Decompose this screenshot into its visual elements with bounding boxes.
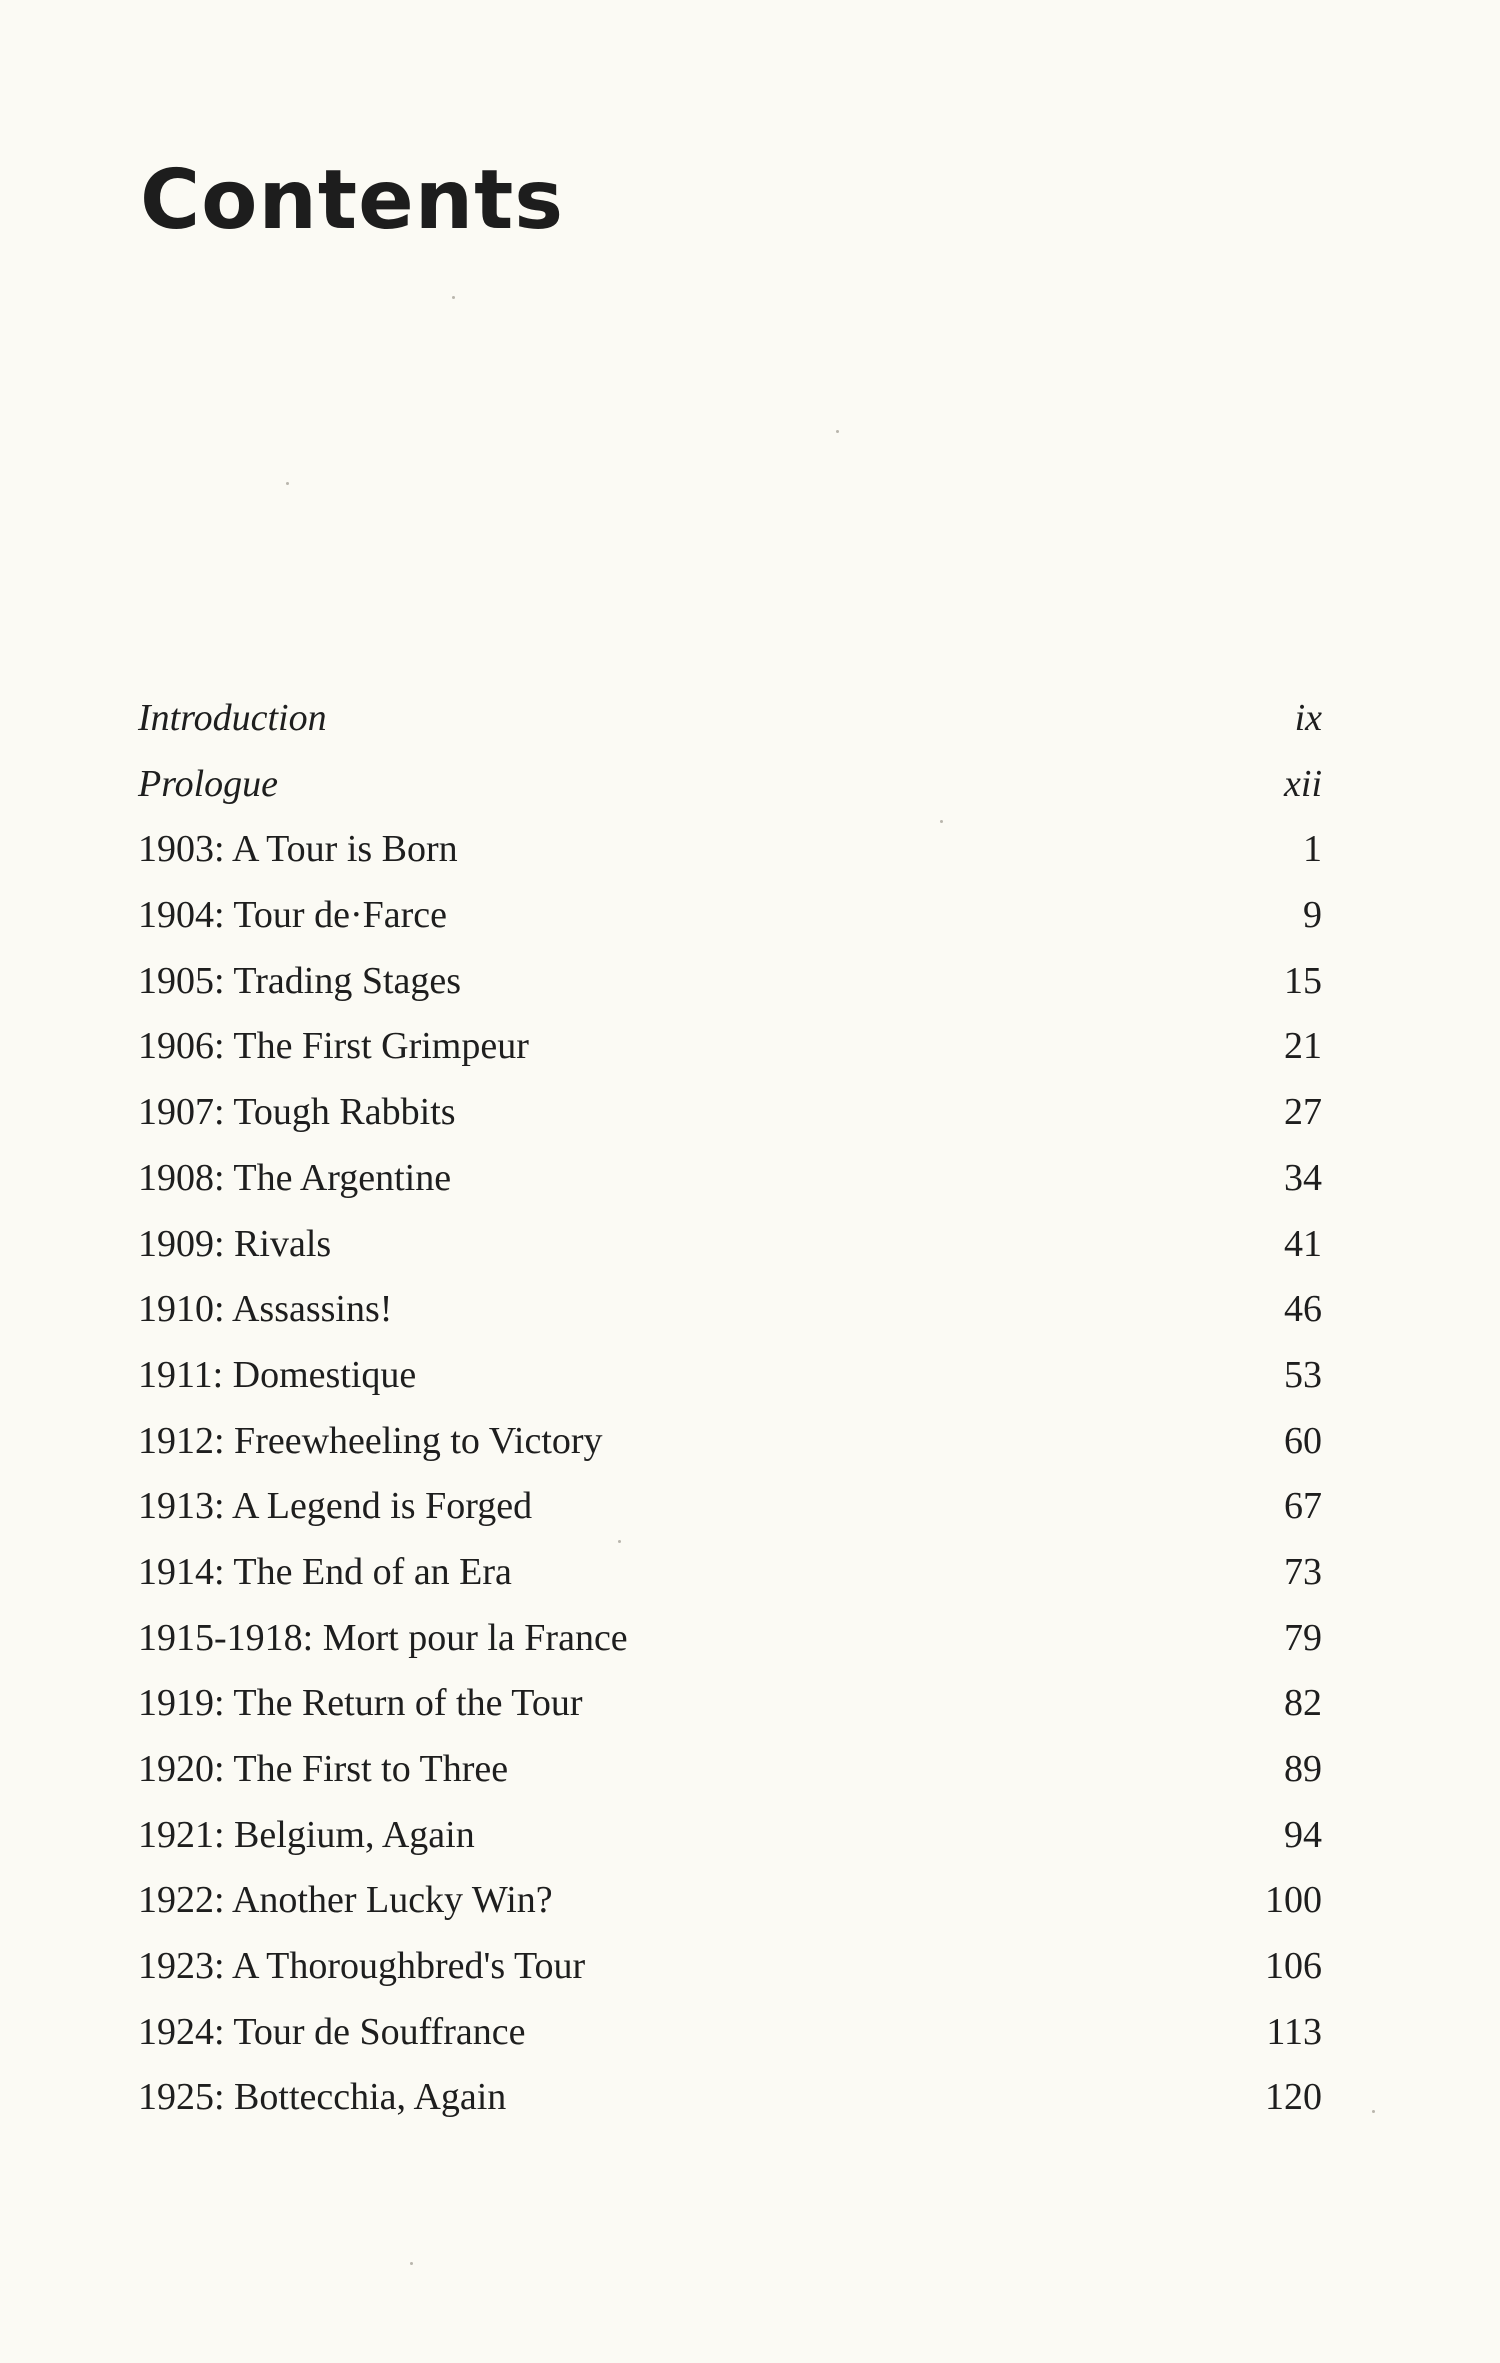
toc-entry-page-number: 79: [1284, 1616, 1322, 1659]
toc-entry: [138, 1277, 1322, 1343]
toc-entry: [138, 1409, 1322, 1475]
toc-entry-title: 1912: Freewheeling to Victory: [138, 1419, 603, 1462]
toc-entry-page-number: 113: [1266, 2010, 1322, 2053]
toc-entry: [138, 1606, 1322, 1672]
toc-entry-title: 1913: A Legend is Forged: [138, 1485, 533, 1528]
toc-entry-page-number: 100: [1265, 1879, 1322, 1922]
paper-speck: [836, 430, 839, 433]
toc-entry: [138, 1934, 1322, 2000]
toc-entry-page-number: 82: [1284, 1682, 1322, 1725]
toc-entry-title: 1924: Tour de Souffrance: [138, 2010, 526, 2053]
paper-speck: [286, 482, 289, 485]
toc-entry-page-number: 73: [1284, 1550, 1322, 1593]
toc-entry-page-number: 15: [1284, 959, 1322, 1002]
toc-entry-page-number: ix: [1294, 697, 1322, 739]
toc-entry: [138, 1014, 1322, 1080]
toc-entry: [138, 686, 1322, 752]
toc-entry: [138, 2065, 1322, 2131]
paper-speck: [940, 820, 943, 823]
toc-entry: [138, 1146, 1322, 1212]
toc-entry: [138, 2000, 1322, 2066]
toc-entry: [138, 1868, 1322, 1934]
toc-entry-title: 1909: Rivals: [138, 1222, 332, 1265]
toc-entry-title: 1919: The Return of the Tour: [138, 1682, 583, 1725]
toc-entry-page-number: xii: [1284, 762, 1322, 805]
toc-entry: [138, 1540, 1322, 1606]
toc-entry-title: 1906: The First Grimpeur: [138, 1025, 529, 1068]
toc-entry: [138, 1212, 1322, 1278]
toc-entry-title: Introduction: [138, 697, 327, 739]
toc-entry: [138, 1737, 1322, 1803]
toc-entry-title: 1908: The Argentine: [138, 1156, 452, 1199]
toc-entry-title: 1925: Bottecchia, Again: [138, 2076, 507, 2119]
toc-entry-title: 1923: A Thoroughbred's Tour: [138, 1945, 586, 1988]
toc-entry-title: 1910: Assassins!: [138, 1288, 393, 1331]
toc-entry-title: 1922: Another Lucky Win?: [138, 1879, 553, 1922]
toc-entry: [138, 883, 1322, 949]
toc-entry: [138, 1671, 1322, 1737]
toc-entry-page-number: 67: [1284, 1485, 1322, 1528]
toc-entry-page-number: 41: [1284, 1222, 1322, 1265]
toc-entry-page-number: 46: [1284, 1288, 1322, 1331]
toc-entry-title: Prologue: [138, 762, 279, 805]
toc-entry-title: 1911: Domestique: [138, 1353, 417, 1396]
toc-entry-title: 1920: The First to Three: [138, 1748, 509, 1790]
toc-entry: [138, 1343, 1322, 1409]
toc-entry-page-number: 1: [1303, 828, 1322, 871]
toc-entry: [138, 1474, 1322, 1540]
toc-entry: [138, 817, 1322, 883]
toc-entry: [138, 1080, 1322, 1146]
toc-entry-page-number: 27: [1284, 1091, 1322, 1134]
toc-entry: [138, 949, 1322, 1015]
toc-entry-title: 1907: Tough Rabbits: [138, 1091, 456, 1134]
table-of-contents: [138, 686, 1322, 2131]
toc-entry-page-number: 89: [1284, 1748, 1322, 1790]
paper-speck: [410, 2262, 413, 2265]
toc-entry-page-number: 106: [1265, 1945, 1322, 1988]
toc-entry-title: 1903: A Tour is Born: [138, 828, 458, 871]
toc-entry-title: 1914: The End of an Era: [138, 1550, 512, 1593]
toc-entry-page-number: 94: [1284, 1813, 1322, 1856]
paper-speck: [1372, 2110, 1375, 2113]
toc-entry-page-number: 60: [1284, 1419, 1322, 1462]
page-title: Contents: [140, 153, 565, 248]
toc-entry-title: 1904: Tour de·Farce: [138, 894, 447, 937]
toc-entry-page-number: 53: [1284, 1353, 1322, 1396]
toc-entry: [138, 752, 1322, 818]
toc-entry-title: 1915-1918: Mort pour la France: [138, 1616, 628, 1659]
paper-speck: [618, 1540, 621, 1543]
toc-entry-page-number: 21: [1284, 1025, 1322, 1068]
toc-entry-title: 1921: Belgium, Again: [138, 1813, 475, 1856]
toc-entry: [138, 1803, 1322, 1869]
toc-entry-title: 1905: Trading Stages: [138, 959, 462, 1002]
toc-entry-page-number: 34: [1284, 1156, 1322, 1199]
toc-entry-page-number: 9: [1303, 894, 1322, 937]
toc-entry-page-number: 120: [1265, 2076, 1322, 2119]
paper-speck: [452, 296, 455, 299]
